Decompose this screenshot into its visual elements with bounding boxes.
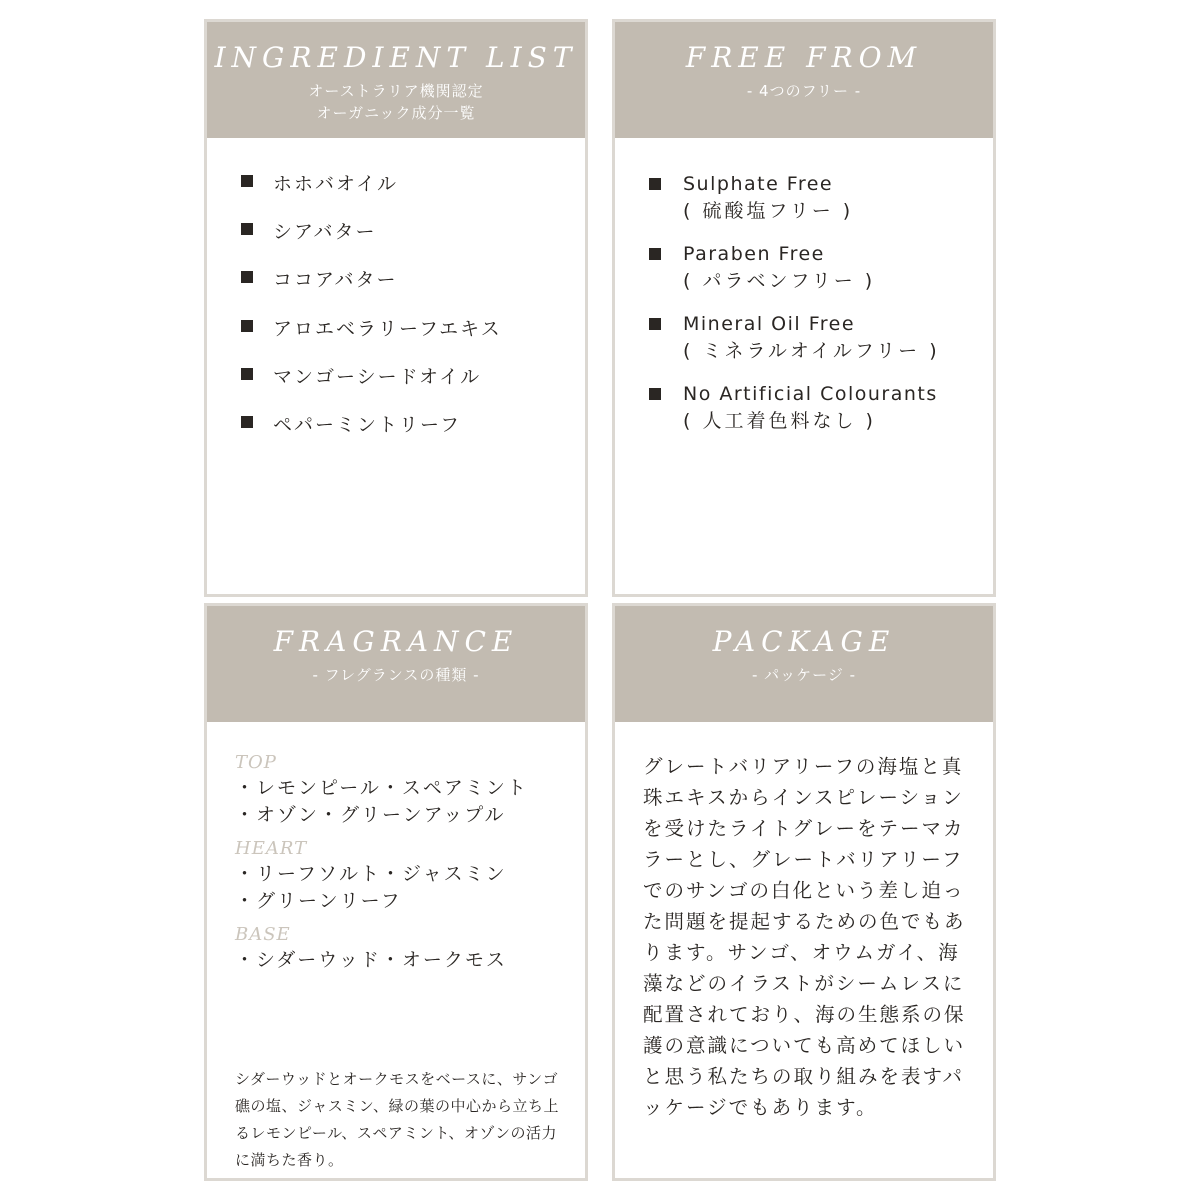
square-bullet-icon xyxy=(241,416,253,428)
ingredient-list-body xyxy=(207,138,585,594)
ingredient-item xyxy=(237,217,502,265)
package-header xyxy=(615,606,993,722)
fragrance-header xyxy=(207,606,585,722)
ingredient-list-title: INGREDIENT LIST xyxy=(214,41,578,74)
subtitle-line: オーストラリア機関認定 xyxy=(308,82,484,100)
free-from-subtitle: - 4つのフリー - xyxy=(746,82,862,100)
free-from-card xyxy=(612,19,996,597)
note-label: BASE xyxy=(235,924,291,945)
ingredient-label: マンゴーシードオイル xyxy=(273,365,482,388)
package-description: グレートバリアリーフの海塩と真珠エキスからインスピレーションを受けたライトグレーをテーマカラーとし、グレートバリアリーフでのサンゴの白化という差し迫った問題を提起するための色でもあります。サンゴ、オウムガイ、海藻などのイラストがシームレスに配置されており、海の生態系の保護の意識についても高めてほしいと思う私たちの取り組みを表すパッケージでもあります。 xyxy=(643,755,966,1119)
ingredient-list-card xyxy=(204,19,588,597)
note-line: ・リーフソルト・ジャスミン xyxy=(235,863,507,885)
ingredient-label: シアバター xyxy=(273,221,377,244)
note-group-base xyxy=(235,923,528,974)
note-label: HEART xyxy=(235,838,308,859)
note-label: TOP xyxy=(235,752,277,773)
free-from-en: No Artificial Colourants xyxy=(683,383,938,405)
package-subtitle: - パッケージ - xyxy=(751,666,857,684)
package-title: PACKAGE xyxy=(712,625,896,658)
free-from-ja: ( パラベンフリー ) xyxy=(683,270,876,292)
free-from-body xyxy=(615,138,993,594)
free-from-title: FREE FROM xyxy=(685,41,923,74)
free-from-item xyxy=(645,311,940,381)
fragrance-title: FRAGRANCE xyxy=(273,625,519,658)
fragrance-description: シダーウッドとオークモスをベースに、サンゴ礁の塩、ジャスミン、緑の葉の中心から立ち上るレモンピール、スペアミント、オゾンの活力に満ちた香り。 xyxy=(235,1070,560,1169)
square-bullet-icon xyxy=(649,248,661,260)
free-from-item xyxy=(645,381,940,451)
ingredient-label: ペパーミントリーフ xyxy=(273,413,462,436)
square-bullet-icon xyxy=(241,368,253,380)
free-from-en: Paraben Free xyxy=(683,243,825,265)
fragrance-subtitle: - フレグランスの種類 - xyxy=(312,666,480,684)
ingredient-list-subtitle xyxy=(207,80,585,124)
ingredient-label: ホホバオイル xyxy=(273,173,399,195)
note-line: ・グリーンリーフ xyxy=(235,890,402,912)
square-bullet-icon xyxy=(649,388,661,400)
free-from-ja: ( ミネラルオイルフリー ) xyxy=(683,340,940,362)
ingredient-item xyxy=(237,410,502,458)
ingredient-item xyxy=(237,362,502,410)
note-line: ・レモンピール・スペアミント xyxy=(235,777,528,799)
ingredient-item xyxy=(237,265,502,313)
package-body xyxy=(615,722,993,1178)
package-card xyxy=(612,603,996,1181)
ingredient-item xyxy=(237,314,502,362)
square-bullet-icon xyxy=(241,271,253,283)
note-group-top xyxy=(235,751,528,829)
ingredient-list-header xyxy=(207,22,585,138)
subtitle-line: オーガニック成分一覧 xyxy=(316,104,476,122)
note-line: ・シダーウッド・オークモス xyxy=(235,949,507,971)
note-group-heart xyxy=(235,837,528,915)
free-from-en: Sulphate Free xyxy=(683,173,834,195)
square-bullet-icon xyxy=(241,223,253,235)
free-from-en: Mineral Oil Free xyxy=(683,313,856,335)
square-bullet-icon xyxy=(649,178,661,190)
fragrance-body xyxy=(207,722,585,1178)
note-line: ・オゾン・グリーンアップル xyxy=(235,804,506,826)
free-from-ja: ( 硫酸塩フリー ) xyxy=(683,200,854,222)
square-bullet-icon xyxy=(241,175,253,187)
free-from-ja: ( 人工着色料なし ) xyxy=(683,410,876,432)
ingredient-label: ココアバター xyxy=(273,269,398,292)
free-from-header xyxy=(615,22,993,138)
free-from-item xyxy=(645,241,940,311)
free-from-list xyxy=(645,171,940,451)
fragrance-card xyxy=(204,603,588,1181)
fragrance-notes xyxy=(235,751,528,982)
ingredient-list xyxy=(237,169,502,458)
ingredient-item xyxy=(237,169,502,217)
square-bullet-icon xyxy=(649,318,661,330)
ingredient-label: アロエベラリーフエキス xyxy=(273,317,502,340)
square-bullet-icon xyxy=(241,320,253,332)
free-from-item xyxy=(645,171,940,241)
